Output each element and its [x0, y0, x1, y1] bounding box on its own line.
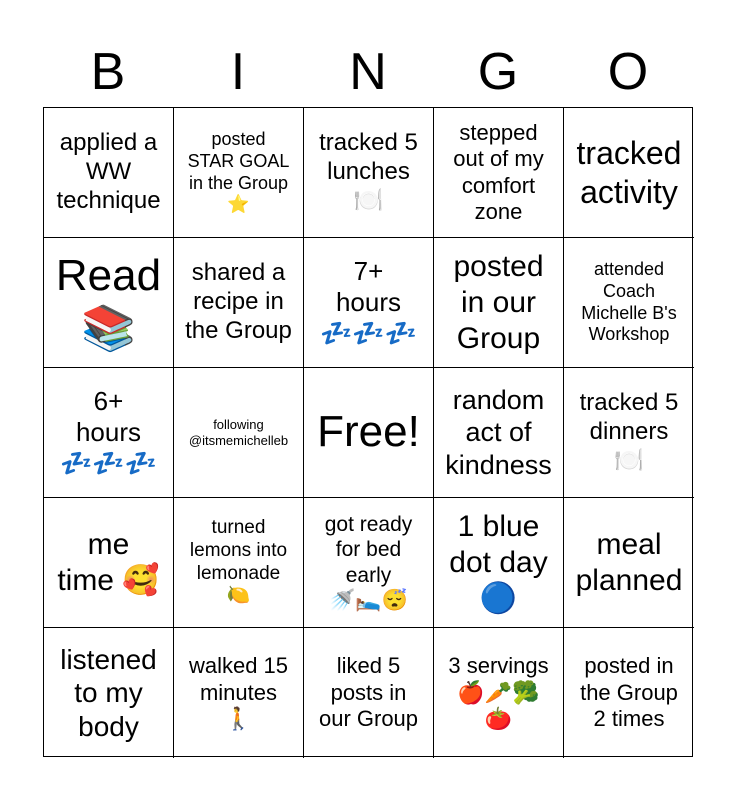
- bingo-cell[interactable]: [434, 498, 564, 628]
- bingo-cell[interactable]: [44, 108, 174, 238]
- bingo-cell[interactable]: [44, 628, 174, 758]
- bingo-cell[interactable]: [44, 498, 174, 628]
- bingo-cell[interactable]: [564, 498, 694, 628]
- bingo-cell[interactable]: [304, 368, 434, 498]
- bingo-board: [43, 107, 693, 757]
- header-letter-b: B: [90, 43, 126, 101]
- bingo-cell[interactable]: [174, 498, 304, 628]
- bingo-cell-text: turned lemons into lemonade 🍋: [189, 516, 288, 607]
- bingo-cell[interactable]: [174, 238, 304, 368]
- bingo-cell-text: random act of kindness: [445, 384, 552, 480]
- bingo-cell-text: applied a WW technique: [56, 129, 161, 214]
- bingo-header: [43, 40, 693, 104]
- bingo-cell[interactable]: [564, 628, 694, 758]
- bingo-cell-text: got ready for bed early 🚿🛌😴: [324, 513, 413, 612]
- bingo-cell[interactable]: [174, 368, 304, 498]
- bingo-cell-text: posted STAR GOAL in the Group ⭐: [187, 129, 290, 215]
- bingo-cell[interactable]: [174, 108, 304, 238]
- bingo-cell-text: tracked activity: [576, 135, 682, 210]
- bingo-cell-text: stepped out of my comfort zone: [453, 119, 544, 224]
- bingo-cell[interactable]: [434, 368, 564, 498]
- bingo-cell-text: posted in our Group: [453, 249, 544, 355]
- bingo-cell-text: meal planned: [575, 527, 683, 597]
- bingo-cell[interactable]: [434, 108, 564, 238]
- bingo-cell-text: Free!: [317, 407, 420, 457]
- bingo-cell-text: attended Coach Michelle B's Workshop: [581, 259, 677, 345]
- bingo-cell[interactable]: [44, 238, 174, 368]
- bingo-cell[interactable]: [564, 108, 694, 238]
- header-letter-i: I: [230, 43, 246, 101]
- bingo-cell[interactable]: [434, 628, 564, 758]
- bingo-cell[interactable]: [304, 628, 434, 758]
- bingo-cell-text: walked 15 minutes 🚶: [188, 653, 289, 732]
- bingo-cell-text: listened to my body: [60, 643, 157, 742]
- bingo-cell-text: following @itsmemichelleb: [188, 416, 289, 448]
- header-letter-n: N: [349, 43, 387, 101]
- bingo-cell[interactable]: [434, 238, 564, 368]
- bingo-cell[interactable]: [174, 628, 304, 758]
- bingo-cell-text: posted in the Group 2 times: [580, 653, 678, 732]
- bingo-cell[interactable]: [304, 108, 434, 238]
- bingo-cell-text: Read 📚: [55, 250, 162, 353]
- bingo-cell[interactable]: [564, 368, 694, 498]
- bingo-cell-text: 7+ hours 💤💤💤: [319, 255, 418, 349]
- header-letter-g: G: [477, 43, 519, 101]
- bingo-cell-text: 3 servings 🍎🥕🥦 🍅: [448, 653, 549, 732]
- header-letter-o: O: [607, 43, 649, 101]
- bingo-cell-text: 6+ hours 💤💤💤: [59, 385, 158, 479]
- bingo-cell[interactable]: [304, 238, 434, 368]
- bingo-cell[interactable]: [304, 498, 434, 628]
- bingo-cell[interactable]: [44, 368, 174, 498]
- bingo-cell-text: shared a recipe in the Group: [185, 259, 292, 344]
- bingo-cell-text: tracked 5 lunches 🍽️: [319, 129, 418, 214]
- bingo-cell[interactable]: [564, 238, 694, 368]
- bingo-cell-text: tracked 5 dinners 🍽️: [579, 389, 679, 474]
- bingo-cell-text: 1 blue dot day 🔵: [449, 509, 548, 615]
- bingo-cell-text: liked 5 posts in our Group: [318, 653, 419, 732]
- bingo-cell-text: me time 🥰: [57, 527, 160, 597]
